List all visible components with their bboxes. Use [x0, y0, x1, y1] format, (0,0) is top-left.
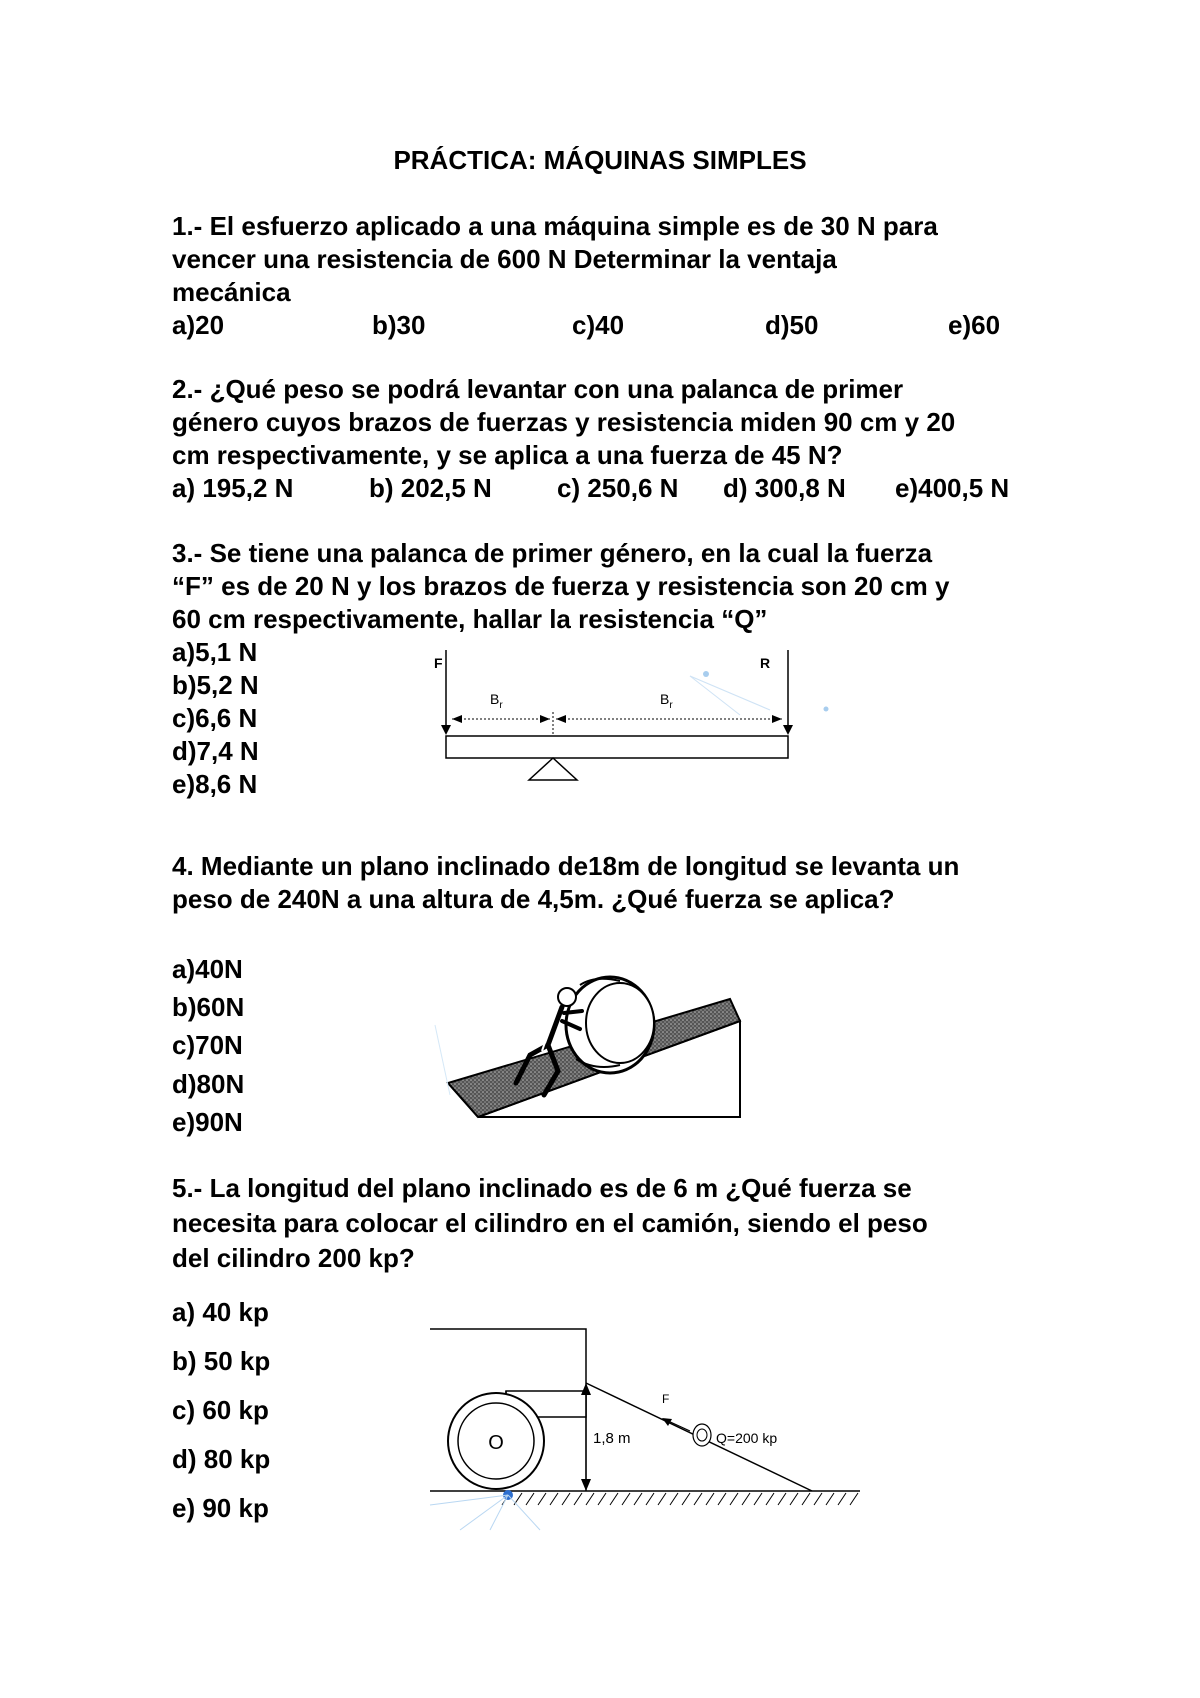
q2-option-e: e)400,5 N [895, 473, 1010, 503]
q5-option-d: d) 80 kp [172, 1444, 271, 1474]
q1-option-e: e)60 [948, 310, 1001, 340]
q5-option-a: a) 40 kp [172, 1297, 269, 1327]
inclined-plane-diagram [430, 955, 760, 1125]
q4-option-c: c)70N [172, 1030, 243, 1060]
q1-option-c: c)40 [572, 310, 625, 340]
question-5-line-2: necesita para colocar el cilindro en el camión, siendo el peso [172, 1208, 928, 1238]
q1-option-a: a)20 [172, 310, 225, 340]
question-3-line-2: “F” es de 20 N y los brazos de fuerza y resistencia son 20 cm y [172, 571, 950, 601]
question-3-line-3: 60 cm respectivamente, hallar la resistencia “Q” [172, 604, 768, 634]
question-1-line-1: 1.- El esfuerzo aplicado a una máquina simple es de 30 N para [172, 211, 938, 241]
q5-option-c: c) 60 kp [172, 1395, 269, 1425]
arm-label-left: $B_r$ [490, 691, 503, 711]
question-4-line-2: peso de 240N a una altura de 4,5m. ¿Qué fuerza se aplica? [172, 884, 895, 914]
q5-option-b: b) 50 kp [172, 1346, 271, 1376]
q3-option-c: c)6,6 N [172, 703, 258, 733]
question-2-line-3: cm respectivamente, y se aplica a una fuerza de 45 N? [172, 440, 843, 470]
question-5-line-1: 5.- La longitud del plano inclinado es de 6 m ¿Qué fuerza se [172, 1173, 912, 1203]
q4-option-e: e)90N [172, 1107, 243, 1137]
weight-label: Q=200 kp [716, 1430, 778, 1446]
question-2-line-1: 2.- ¿Qué peso se podrá levantar con una palanca de primer [172, 374, 904, 404]
q2-option-a: a) 195,2 N [172, 473, 294, 503]
q1-option-b: b)30 [372, 310, 426, 340]
force-label-q5: F [662, 1392, 670, 1406]
question-1-line-3: mecánica [172, 277, 291, 307]
q4-option-d: d)80N [172, 1069, 245, 1099]
arm-label-right: $B_r$ [660, 691, 673, 711]
page-title: PRÁCTICA: MÁQUINAS SIMPLES [393, 145, 807, 175]
q2-option-b: b) 202,5 N [369, 473, 492, 503]
question-2-line-2: género cuyos brazos de fuerzas y resistencia miden 90 cm y 20 [172, 407, 956, 437]
lever-diagram [420, 640, 840, 800]
q3-option-b: b)5,2 N [172, 670, 259, 700]
force-label: F [434, 655, 443, 671]
q5-option-e: e) 90 kp [172, 1493, 269, 1523]
resistance-label: R [760, 655, 771, 671]
q4-option-a: a)40N [172, 954, 243, 984]
question-4-line-1: 4. Mediante un plano inclinado de18m de longitud se levanta un [172, 851, 960, 881]
q4-option-b: b)60N [172, 992, 245, 1022]
q3-option-e: e)8,6 N [172, 769, 258, 799]
question-1-line-2: vencer una resistencia de 600 N Determinar la ventaja [172, 244, 837, 274]
q2-option-d: d) 300,8 N [723, 473, 846, 503]
q3-option-a: a)5,1 N [172, 637, 258, 667]
question-3-line-1: 3.- Se tiene una palanca de primer género, en la cual la fuerza [172, 538, 933, 568]
q3-option-d: d)7,4 N [172, 736, 259, 766]
q2-option-c: c) 250,6 N [557, 473, 679, 503]
question-5-line-3: del cilindro 200 kp? [172, 1243, 415, 1273]
wheel-label: O [488, 1432, 504, 1454]
q1-option-d: d)50 [765, 310, 819, 340]
height-label: 1,8 m [593, 1430, 631, 1447]
truck-ramp-diagram [430, 1325, 870, 1535]
